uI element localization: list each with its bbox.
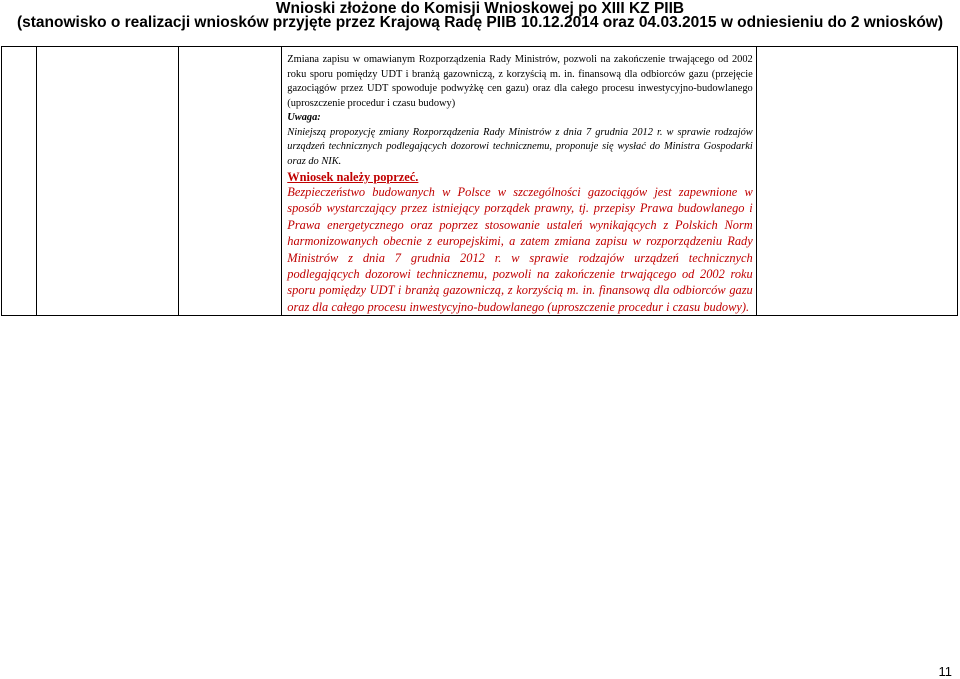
decision-label: Wniosek należy poprzeć. — [287, 170, 419, 184]
cell-number — [2, 47, 37, 316]
cell-proposal — [37, 47, 179, 316]
note-text: Niniejszą propozycję zmiany Rozporządzenia Rady Ministrów z dnia 7 grudnia 2012 r. w sprawie rodzajów urządzeń technicznych podlegających dozorowi technicznemu, proponuje się wysłać do Ministra Gospodarki oraz do NIK. — [287, 126, 753, 167]
title-line-2: (stanowisko o realizacji wniosków przyjęte przez Krajową Radę PIIB 10.12.2014 oraz 04.03.2015 w odniesieniu do 2 wniosków) — [16, 14, 944, 31]
cell-author — [179, 47, 282, 316]
page-number: 11 — [938, 664, 952, 679]
justification-paragraph: Zmiana zapisu w omawianym Rozporządzenia Rady Ministrów, pozwoli na zakończenie trwającego od 2002 roku sporu pomiędzy UDT i branżą gazowniczą, z korzyścią m. in. finansową dla odbiorców gazu (przejęcie gazociągów przez UDT spowoduje podwyżkę cen gazu) oraz dla całego procesu inwestycyjno-budowlanego (uproszczenie procedur i czasu budowy) — [287, 54, 753, 109]
justification-content — [282, 47, 755, 315]
cell-justification — [282, 47, 756, 316]
proposals-table — [1, 46, 958, 316]
title-line-1: Wnioski złożone do Komisji Wnioskowej po XIII KZ PIIB — [275, 0, 685, 17]
note-label: Uwaga: — [287, 112, 321, 123]
decision-text: Bezpieczeństwo budowanych w Polsce w szczególności gazociągów jest zapewnione w sposób wystarczający przez istniejący porządek prawny, tj. przepisy Prawa budowlanego i Prawa energetycznego oraz poprzez stosowanie ustaleń wynikających z Polskich Norm harmonizowanych obecnie z europejskimi, a zatem zmiana zapisu w rozporządzeniu Rady Ministrów z dnia 7 grudnia 2012 r. w sprawie rodzajów urządzeń technicznych podlegających dozorowi technicznemu, pozwoli na zakończenie trwającego od 2002 roku sporu pomiędzy UDT i branżą gazowniczą, z korzyścią m. in. finansową dla odbiorców gazu oraz dla całego procesu inwestycyjno-budowlanego (uproszczenie procedur i czasu budowy). — [287, 185, 753, 314]
table-row — [2, 47, 958, 316]
cell-status — [756, 47, 957, 316]
